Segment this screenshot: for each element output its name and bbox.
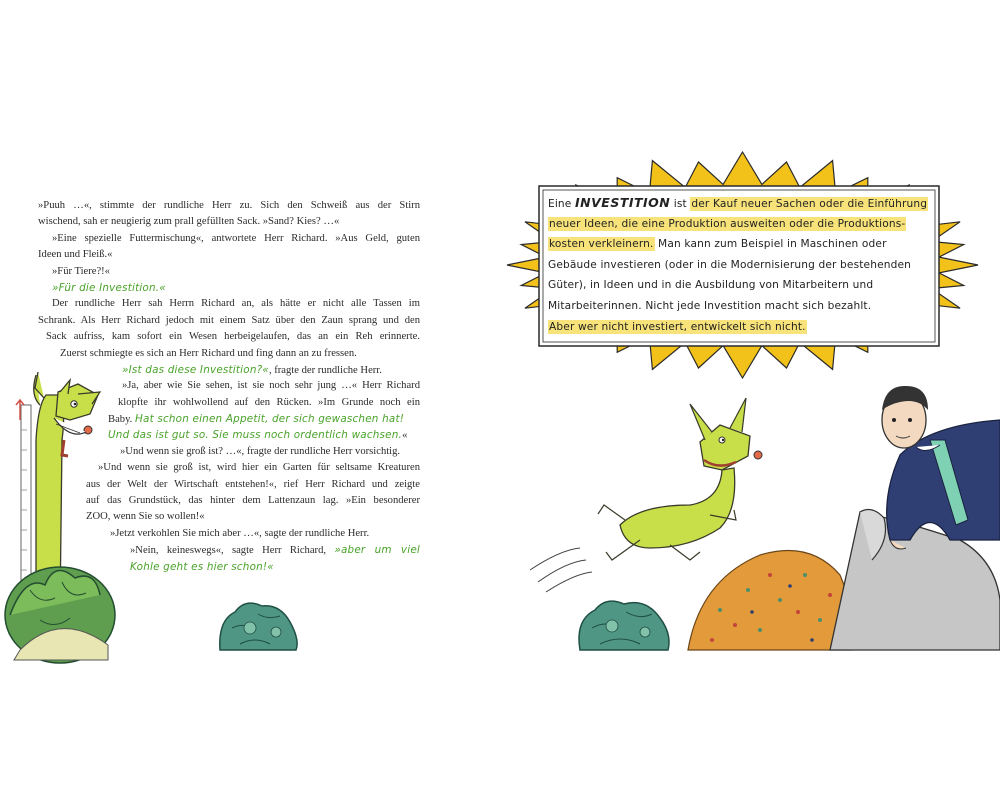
definition-text: Mitarbeiterinnen. Nicht jede Investition macht sich bezahlt. [548, 299, 872, 312]
story-text-span: »Puuh …«, stimmte der rundliche Herr zu. Sich den Schweiß aus der Stirn [38, 200, 420, 211]
definition-text: Güter), in Ideen und in die Ausbildung von Mitarbeitern und [548, 279, 874, 292]
story-text-span: »Und wenn sie groß ist, wird hier ein Garten für seltsame Kreaturen [98, 462, 420, 474]
story-line [38, 395, 420, 411]
story-line [38, 280, 420, 296]
story-line [38, 346, 420, 362]
story-text [38, 198, 420, 575]
story-line [38, 214, 420, 230]
story-text-span: Der rundliche Herr sah Herrn Richard an, als hätte er nicht alle Tassen im [52, 298, 420, 310]
bush-icon [220, 603, 297, 650]
story-line [38, 559, 420, 575]
green-dialogue: »Ist das diese Investition?« [122, 363, 269, 376]
bush-icon [5, 567, 115, 663]
green-dialogue: »aber um viel [334, 544, 420, 557]
story-text-span: »Und wenn sie groß ist? …«, fragte der rundliche Herr vorsichtig. [120, 445, 401, 457]
story-text-span: Zuerst schmiegte es sich an Herr Richard und fing dann an zu fressen. [60, 347, 357, 359]
definition-line [548, 234, 932, 255]
definition-line [548, 255, 932, 276]
story-line [38, 329, 420, 345]
story-line [38, 493, 420, 509]
definition-line [548, 214, 932, 235]
story-line [38, 444, 420, 460]
definition-line [548, 275, 932, 296]
story-text-span: , fragte der rundliche Herr. [268, 364, 382, 376]
green-dialogue: Und das ist gut so. Sie muss noch ordentlich wachsen. [108, 429, 403, 442]
green-dialogue: Kohle geht es hier schon!« [130, 560, 274, 573]
definition-line [548, 296, 932, 317]
highlighted-text: kosten verkleinern. [549, 238, 654, 251]
story-text-span: »Nein, keineswegs«, sagte Herr Richard, [130, 545, 335, 557]
story-text-span: aus der Welt der Wirtschaft entstehen!«, rief Herr Richard und zeigte [86, 478, 420, 490]
definition-text: Man kann zum Beispiel in Maschinen oder [654, 238, 887, 251]
highlighted-text: neuer Ideen, die eine Produktion ausweiten oder die Produktions- [549, 217, 906, 230]
story-line [38, 378, 420, 394]
green-dialogue: »Für die Investition.« [52, 281, 166, 294]
story-text-span: »Für Tiere?!« [52, 265, 110, 277]
definition-line [548, 193, 932, 214]
story-line [38, 296, 420, 312]
green-dialogue: Hat schon einen Appetit, der sich gewaschen hat! [134, 413, 405, 426]
definition-line [548, 317, 932, 338]
story-text-span: Ideen und Fleiß.« [38, 249, 113, 261]
story-line [38, 411, 420, 427]
story-line [38, 542, 420, 558]
story-line [38, 264, 420, 280]
story-text-span: auf das Grundstück, das hinter dem Lattenzaun lag. »Ein besonderer [86, 495, 420, 507]
story-text-span: »Ja, aber wie Sie sehen, ist sie noch sehr jung …« Herr Richard [122, 380, 420, 392]
story-text-span: Baby. [108, 414, 135, 426]
definition-text: ist [670, 198, 691, 210]
story-line [38, 362, 420, 378]
story-line [38, 198, 420, 214]
highlighted-text: der Kauf neuer Sachen oder die Einführung [691, 198, 928, 210]
right-page [500, 0, 1000, 800]
definition-text: Gebäude investieren (oder in die Modernisierung der bestehenden [548, 258, 912, 271]
story-text-span: wischend, sah er neugierig zum prall gefüllten Sack. »Sand? Kies? …« [38, 216, 340, 228]
story-text-span: Sack aufriss, kam sofort ein Wesen herbeigelaufen, das an ein Reh erinnerte. [46, 331, 420, 343]
story-text-span: klopfte ihr wohlwollend auf den Rücken. »Im Grunde noch ein [118, 396, 420, 408]
story-text-span: »Jetzt verkohlen Sie mich aber …«, sagte der rundliche Herr. [110, 527, 370, 539]
story-line [38, 526, 420, 542]
story-text-span: « [402, 430, 408, 442]
story-text-span: »Eine spezielle Futtermischung«, antwortete Herr Richard. »Aus Geld, guten [52, 232, 420, 244]
investition-definition [548, 193, 932, 337]
story-line [38, 477, 420, 493]
story-text-span: ZOO, wenn Sie so wollen!« [86, 511, 205, 523]
story-line [38, 427, 420, 443]
highlighted-text: Aber wer nicht investiert, entwickelt sich nicht. [549, 320, 806, 333]
story-line [38, 460, 420, 476]
story-line [38, 509, 420, 525]
term-investition: INVESTITION [575, 195, 671, 210]
story-line [38, 247, 420, 263]
story-line [38, 231, 420, 247]
story-text-span: Schrank. Als Herr Richard jedoch mit einem Satz über den Zaun sprang und den [38, 314, 420, 326]
height-ruler-icon [16, 400, 31, 610]
story-line [38, 313, 420, 329]
definition-text: Eine [548, 198, 575, 210]
